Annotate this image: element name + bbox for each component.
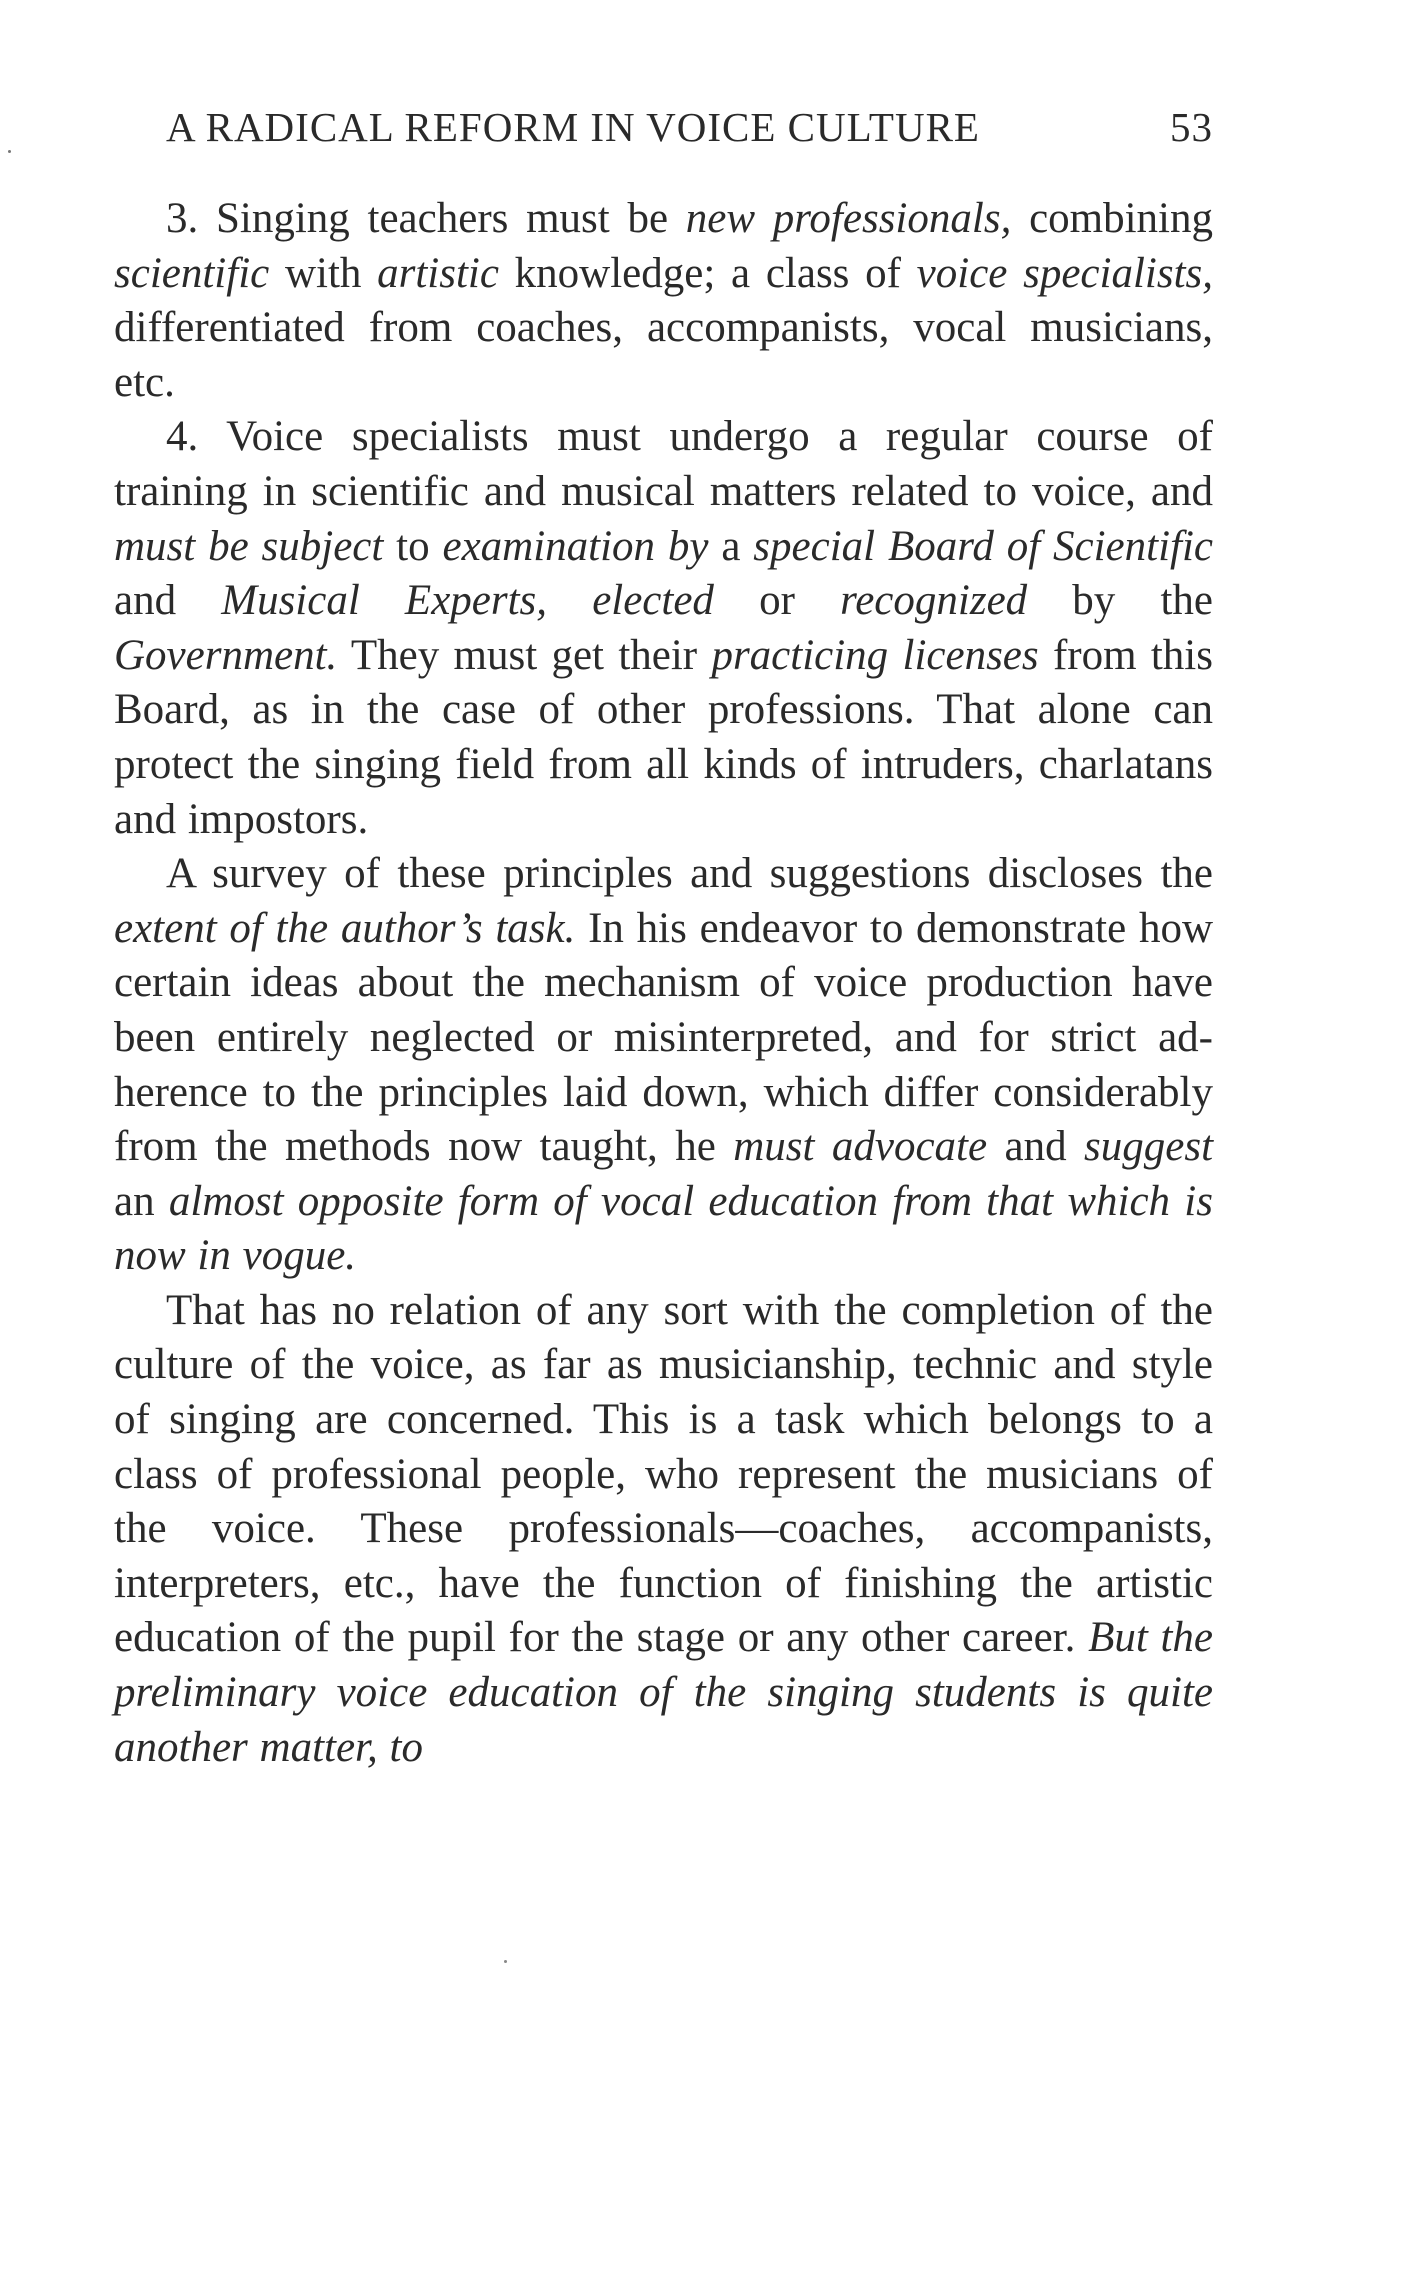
body-text <box>114 192 1213 1775</box>
text-run: a <box>708 522 754 570</box>
italic-text: Musical Experts, elected <box>221 577 714 625</box>
text-run: In his endeavor to demonstrate how certain ideas about the mechanism of voice production have been entirely neglected or misinterpreted, and for strict adherence to the principles laid down, which differ considerably from the methods now taught, he <box>114 904 1213 1171</box>
text-run: from this Board, as in the case of other professions. That alone can protect the singing field from all kinds of intruders, charlatans and impostors. <box>114 631 1213 843</box>
text-run: and <box>114 577 222 625</box>
italic-text: examination by <box>442 522 709 570</box>
italic-text: must advocate <box>733 1123 988 1171</box>
bottom-speck <box>504 1960 507 1963</box>
italic-text: But the preliminary voice education of the singing students is quite another matter, to <box>114 1614 1213 1771</box>
text-run: combining <box>1011 195 1213 242</box>
paragraph <box>114 847 1213 1284</box>
text-run: by the <box>1027 577 1213 625</box>
text-run: 4. Voice specialists must undergo a regular course of training in scientific and musical matters related to voice, and <box>114 413 1213 515</box>
text-run: A survey of these principles and suggestions discloses the <box>166 850 1213 898</box>
text-run: and <box>987 1123 1085 1171</box>
italic-text: Government. <box>114 631 338 679</box>
text-run: to <box>383 522 443 570</box>
italic-text: recognized <box>840 577 1028 625</box>
paragraph <box>114 192 1213 410</box>
italic-text: new professionals, <box>685 195 1012 242</box>
italic-text: must be subject <box>114 522 384 570</box>
italic-text: scientific <box>114 249 270 297</box>
paragraph <box>114 1284 1213 1775</box>
paragraph <box>114 410 1213 847</box>
running-title: A RADICAL REFORM IN VOICE CULTURE <box>166 104 980 150</box>
text-run: differentiated from coaches, accompanists, vocal musicians, etc. <box>114 304 1213 406</box>
text-run: knowledge; a class of <box>498 249 917 297</box>
text-run: They must get their <box>337 631 712 679</box>
italic-text: practicing licenses <box>711 631 1039 679</box>
italic-text: artistic <box>377 249 499 297</box>
italic-text: suggest <box>1084 1123 1214 1171</box>
italic-text: extent of the author’s task. <box>114 904 576 952</box>
text-run: or <box>713 577 841 625</box>
text-run: 3. Singing teachers must be <box>166 195 686 242</box>
margin-speck <box>8 150 11 153</box>
italic-text: voice specialists, <box>916 249 1214 297</box>
italic-text: special Board of Scientific <box>753 522 1213 570</box>
text-run: That has no relation of any sort with the completion of the culture of the voice, as far as musicianship, technic and style of singing are concerned. This is a task which belongs to a class of professional people, who represent the musicians of the voice. These professionals—coaches, accompanists, interpreters, etc., have the function of finishing the artistic education of the pupil for the stage or any other career. <box>114 1286 1213 1662</box>
page-number: 53 <box>1170 104 1213 150</box>
text-run: an <box>114 1177 169 1225</box>
text-run: with <box>269 249 378 297</box>
italic-text: almost opposite form of vocal education from that which is now in vogue. <box>114 1177 1213 1280</box>
